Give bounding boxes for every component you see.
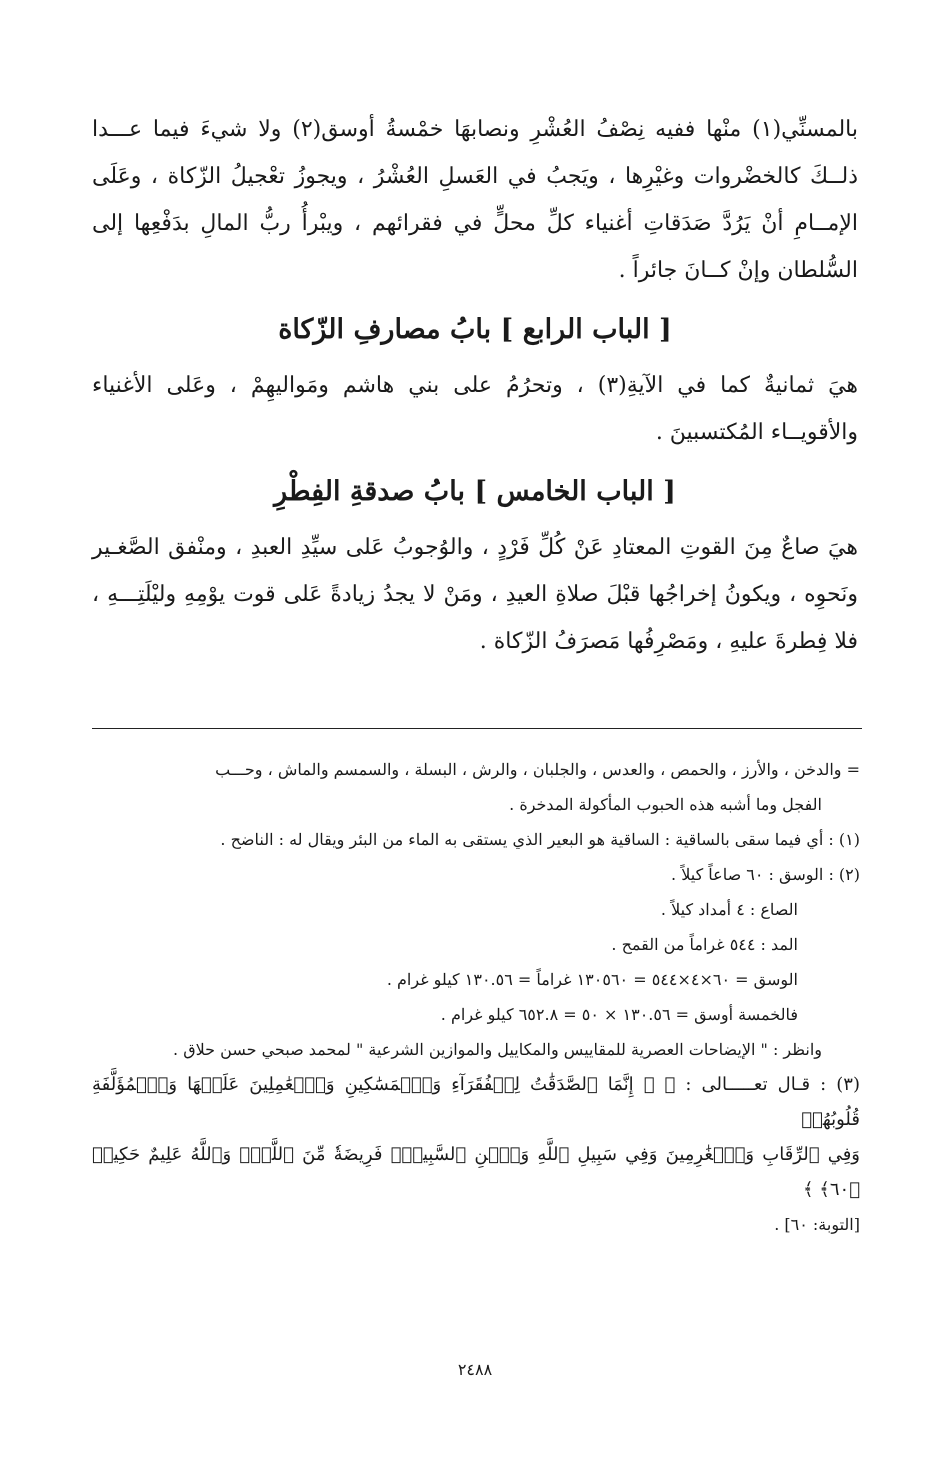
paragraph-sadaqat-al-fitr: هيَ صاعٌ مِنَ القوتِ المعتادِ عَنْ كُلِّ فَرْدٍ ، والوُجوبُ عَلى سيِّدِ العبدِ ، ومنْفق الصَّغـير ونَحوِه ، ويكونُ إخراجُها قبْلَ صلاةِ العيدِ ، ومَنْ لا يجدُ زيادةً عَلى قوت يوْمِهِ وليْلَتِـــهِ ، فلا فِطرةَ عليهِ ، ومَصْرِفُها مَصرَفُ الزّكاة .	[92, 535, 858, 654]
footnote-2-line: وانظر : " الإيضاحات العصرية للمقاييس والمكاييل والموازين الشرعية " لمحمد صبحي حسن حلاق .	[173, 1040, 822, 1059]
footnote-2-line: الصاع : ٤ أمداد كيلاً .	[660, 900, 798, 919]
footnote-continuation-line: = والدخن ، والأرز ، والحمص ، والعدس ، والجلبان ، والرش ، البسلة ، والسمسم والماش ، وحـــب	[215, 760, 860, 779]
footnote-1: (١) : أي فيما سقى بالساقية : الساقية هو البعير الذي يستقى به الماء من البئر ويقال له : الناضح .	[220, 830, 860, 849]
footnote-2-line: فالخمسة أوسق = ١٣٠.٥٦ × ٥٠ = ٦٥٢.٨ كيلو غرام .	[440, 1005, 798, 1024]
chapter-heading-sadaqat-al-fitr: [ الباب الخامس ] بابُ صدقةِ الفِطْرِ	[274, 476, 676, 507]
chapter-heading-zakat-recipients: [ الباب الرابع ] بابُ مصارفِ الزّكاة	[278, 314, 672, 345]
footnotes	[92, 752, 860, 1242]
footnote-2-line: المد : ٥٤٤ غراماً من القمح .	[611, 935, 798, 954]
footnote-separator	[92, 728, 862, 729]
footnote-3: (٣) : قـال تعـــــالى : ﴿ ۞ إِنَّمَا ٱلصَّدَقَٰتُ لِلۡفُقَرَآءِ وَٱلۡمَسَٰكِينِ وَٱلۡعَٰمِلِينَ عَلَيۡهَا وَٱلۡمُؤَلَّفَةِ قُلُوبُهُمۡ	[92, 1074, 860, 1130]
page-number: ٢٤٨٨	[457, 1360, 493, 1379]
paragraph-zakat-recipients: هيَ ثمانيةٌ كما في الآيةِ(٣) ، وتحرُمُ على بني هاشم ومَواليهِمْ ، وعَلى الأغنياء والأقويــاء المُكتسبينَ .	[92, 373, 859, 445]
main-text	[92, 106, 858, 665]
paragraph-zakat-crops: بالمسنِّي(١) منْها ففيه نِصْفُ العُشْرِ ونصابهَا خمْسةُ أوسق(٢) ولا شيءَ فيما عـــدا ذلــكَ كالخضْروات وغيْرِها ، ويَجبُ في العَسلِ العُشْرُ ، ويجوزُ تعْجيلُ الزّكاة ، وعَلَى الإمــامِ أنْ يَرُدَّ صَدَقاتِ أغنياء كلِّ محلٍّ في فقرائهم ، ويبْرأُ ربُّ المالِ بدَفْعِها إلى السُّلطان وإنْ كــانَ جائراً .	[92, 117, 858, 283]
footnote-2: (٢) : الوسق : ٦٠ صاعاً كيلاً .	[671, 865, 860, 884]
footnote-continuation-line: الفجل وما أشبه هذه الحبوب المأكولة المدخرة .	[509, 795, 822, 814]
footnote-3-verse: وَفِي ٱلرِّقَابِ وَٱلۡغَٰرِمِينَ وَفِي سَبِيلِ ٱللَّهِ وَٱبۡنِ ٱلسَّبِيلِۖ فَرِيضَةٗ مِّنَ ٱللَّهِۗ وَٱللَّهُ عَلِيمٌ حَكِيمٞ ﴿٦٠﴾ ﴾	[92, 1144, 860, 1200]
footnote-3-reference: [التوبة: ٦٠] .	[774, 1215, 860, 1234]
footnote-2-line: الوسق = ٦٠×٤×٥٤٤ = ١٣٠٥٦٠ غراماً = ١٣٠.٥٦ كيلو غرام .	[386, 970, 798, 989]
